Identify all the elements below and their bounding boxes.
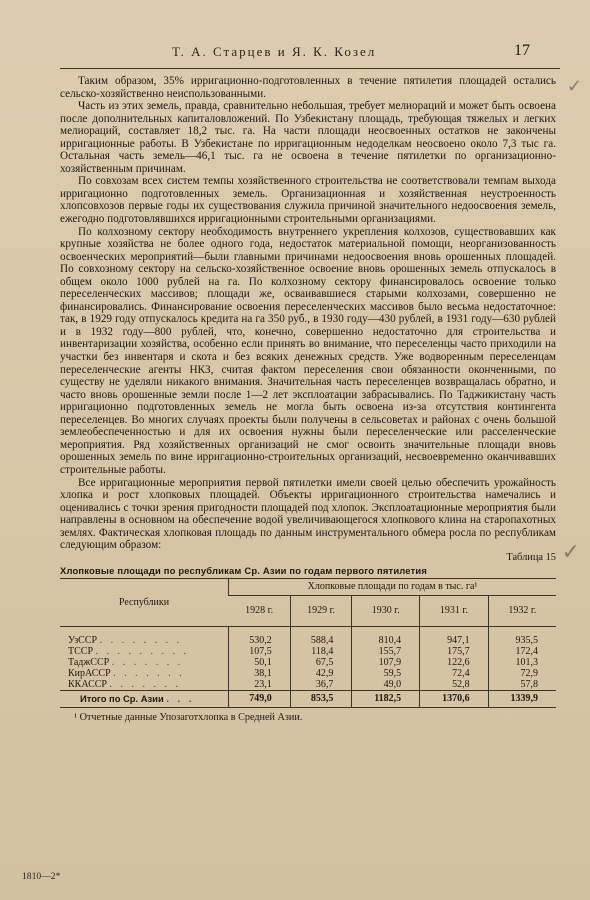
years-group-header: Хлопковые площади по годам в тыс. га¹ xyxy=(229,578,557,595)
table-cell: 107,9 xyxy=(352,657,420,668)
table-cell: 175,7 xyxy=(420,646,488,657)
table-total-cell: 1370,6 xyxy=(420,690,488,707)
paragraph: По колхозному сектору необходимость внутреннего укрепления колхозов, существовавших как крупные хозяйства не более одного года, недостаток материальной помощи, неорганизованность освоенческих мероприятий—были главными причинами недоосвоения вновь орошенных площадей. По совхозному сектору на сельско-хозяйственное освоение вновь орошенных земель отпускалось в общем около 1000 рублей на га. По колхозному сектору финансировалось освоение только переселенческих массивов; площади же, осваивавшиеся старыми колхозами, совершенно не финансировались. Финансирование освоения переселенческих массивов было весьма недостаточное: так, в 1929 году отпускалось кредита на га 350 руб., в 1930 году—430 рублей, в 1931 году—630 рублей и в 1932 году—800 рублей, что, конечно, совершенно недостаточно для строительства и инвентаризации хозяйства, особенно если принять во внимание, что переселенцы часто приходили на участки без инвентаря и скота и без всяких денежных средств. Уже водворенным переселенцам переселенческие агенты НКЗ, считая фактом переселения свои обязанности оконченными, по существу не уделяли никакого внимания. Значительная часть переселенцев возвращалась обратно, и часто вновь орошенные земли после 1—2 лет эксплоатации забрасывались. По Таджикистану часть ирригационно подготовленных земель не могла быть освоена из-за отсутствия контингента переселенцев. Во многих случаях проекты были получены в сельсоветах и районах с очень большой землеобеспеченностью и для их освоения нужны были переселенческие или расселенческие мероприятия. Ряд хозяйственных организаций не смог освоить значительные площади вновь орошенных земель по вине ирригационно-строительных организаций, несвоевременно оканчивавших строительные работы. xyxy=(60,225,556,476)
leader-dots: . . . . . . . . . xyxy=(95,645,190,657)
republic-column-header: Республики xyxy=(60,578,229,626)
table-cell: 38,1 xyxy=(229,668,291,679)
table-cell: 530,2 xyxy=(229,626,291,646)
republic-name: КирАССР xyxy=(68,667,111,679)
paragraph: Часть из этих земель, правда, сравнительно небольшая, требует мелиораций и может быть освоена после дополнительных капиталовложений. По Узбекистану площадь, требующая тяжелых и легких мелиораций, составляет 18,2 тыс. га. На части площади неосвоенных остатков не закончены ирригационные работы. В Узбекистане по ирригационным недоделкам неосвоено около 7,3 тыс га. Остальная часть земель—46,1 тыс. га не освоена в течение пятилетки по организационно-хозяйственным причинам. xyxy=(60,100,556,175)
table-row xyxy=(60,657,556,668)
year-header: 1928 г. xyxy=(229,595,291,626)
table-total-cell: 1182,5 xyxy=(352,690,420,707)
footnote: ¹ Отчетные данные Упозаготхлопка в Средней Азии. xyxy=(74,711,303,723)
table-number: Таблица 15 xyxy=(506,551,556,563)
year-header: 1932 г. xyxy=(488,595,556,626)
republic-name: ТаджССР xyxy=(68,656,110,668)
paragraph: Таким образом, 35% ирригационно-подготовленных в течение пятилетия площадей остались сельско-хозяйственно неиспользованными. xyxy=(60,75,556,100)
table-cell: 57,8 xyxy=(488,679,556,691)
republic-name: ТССР xyxy=(68,645,94,657)
year-header: 1931 г. xyxy=(420,595,488,626)
table-cell: 59,5 xyxy=(352,668,420,679)
page-number: 17 xyxy=(514,42,530,59)
pencil-check-mark-icon: ✓ xyxy=(566,76,582,97)
table-cell: 49,0 xyxy=(352,679,420,691)
table-cell: 23,1 xyxy=(229,679,291,691)
header-rule xyxy=(60,68,560,69)
table-cell: 72,4 xyxy=(420,668,488,679)
table-row xyxy=(60,646,556,657)
leader-dots: . . . . . . . xyxy=(109,678,181,690)
table-total-cell: 749,0 xyxy=(229,690,291,707)
table-cell: 122,6 xyxy=(420,657,488,668)
leader-dots: . . . . . . . xyxy=(111,656,184,668)
table-cell: 155,7 xyxy=(352,646,420,657)
table-cell: 67,5 xyxy=(290,657,352,668)
table-row xyxy=(60,626,556,646)
table-caption-row xyxy=(60,552,556,564)
table-row xyxy=(60,679,556,691)
cotton-area-table xyxy=(60,578,556,708)
table-title: Хлопковые площади по республикам Ср. Азии по годам первого пятилетия xyxy=(60,564,428,576)
paragraph: Все ирригационные мероприятия первой пятилетки имели своей целью обеспечить урожайность хлопка и рост хлопковых площадей. Объекты ирригационного строительства намечались и оценивались с точки зрения пригодности площадей под хлопок. Эксплоатационные мероприятия были направлены в основном на обеспечение водой увеличивающегося хлопкового клина на старопахотных землях. Фактическая хлопковая площадь по данным инструментального обмера росла по республикам следующим образом: xyxy=(60,476,556,552)
table-cell: 107,5 xyxy=(229,646,291,657)
total-label: Итого по Ср. Азии xyxy=(80,693,164,705)
printer-signature: 1810—2* xyxy=(22,871,61,882)
leader-dots: . . . xyxy=(166,693,195,705)
table-cell: 172,4 xyxy=(488,646,556,657)
table-cell: 36,7 xyxy=(290,679,352,691)
table-cell: 118,4 xyxy=(290,646,352,657)
table-total-cell: 1339,9 xyxy=(488,690,556,707)
leader-dots: . . . . . . . xyxy=(113,667,185,679)
table-total-row xyxy=(60,690,556,707)
table-cell: 588,4 xyxy=(290,626,352,646)
table-cell: 101,3 xyxy=(488,657,556,668)
table-cell: 72,9 xyxy=(488,668,556,679)
table-cell: 52,8 xyxy=(420,679,488,691)
running-title: Т. А. Старцев и Я. К. Козел xyxy=(172,44,377,59)
republic-name: ККАССР xyxy=(68,678,107,690)
body-text xyxy=(60,75,556,552)
table-cell: 947,1 xyxy=(420,626,488,646)
paragraph: По совхозам всех систем темпы хозяйственного строительства не соответствовали темпам выхода ирригационно подготовленных земель. Организационная и хозяйственная неустроенность хлопсовхозов первые годы их существования служила причиной значительного недоосвоения земель, ежегодно подготовлявшихся ирригационными строительными организациями. xyxy=(60,175,556,226)
table-cell: 50,1 xyxy=(229,657,291,668)
table-total-cell: 853,5 xyxy=(290,690,352,707)
pencil-check-mark-icon: ✓ xyxy=(561,540,580,565)
page-header xyxy=(60,36,560,68)
leader-dots: . . . . . . . . xyxy=(99,634,183,646)
year-header: 1929 г. xyxy=(290,595,352,626)
year-header: 1930 г. xyxy=(352,595,420,626)
table-cell: 935,5 xyxy=(488,626,556,646)
republic-name: УзССР xyxy=(68,634,98,646)
table-row xyxy=(60,668,556,679)
table-cell: 42,9 xyxy=(290,668,352,679)
table-cell: 810,4 xyxy=(352,626,420,646)
